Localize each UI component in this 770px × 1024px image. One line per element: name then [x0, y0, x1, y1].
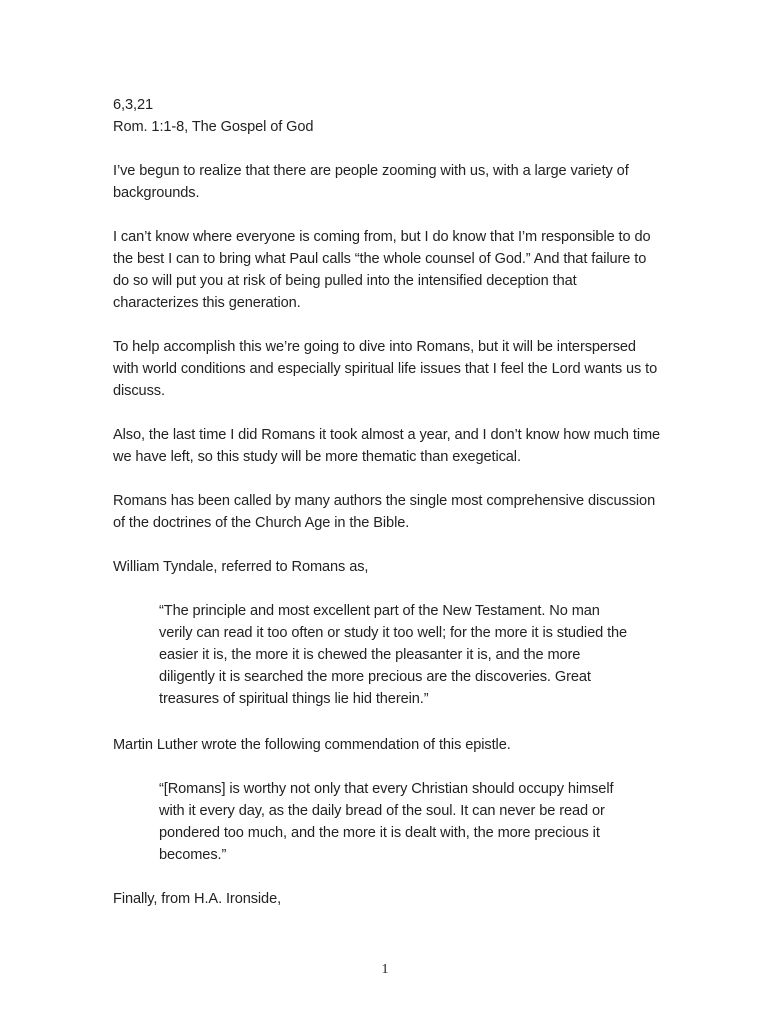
tyndale-quote: “The principle and most excellent part of the New Testament. No man verily can read it too often or study it too well; for the more it is studied the easier it is, the more it is chewed the pleasanter it is, and the more diligently it is searched the more precious are the discoveries. Great treasures of spiritual things lie hid therein.” — [159, 603, 628, 707]
sermon-heading: Rom. 1:1-8, The Gospel of God — [113, 119, 314, 135]
paragraph: Martin Luther wrote the following commendation of this epistle. — [113, 737, 511, 753]
paragraph: To help accomplish this we’re going to dive into Romans, but it will be interspersed with world conditions and especially spiritual life issues that I feel the Lord wants us to discuss. — [113, 339, 658, 399]
paragraph: William Tyndale, referred to Romans as, — [113, 559, 369, 575]
paragraph: I can’t know where everyone is coming from, but I do know that I’m responsible to do the best I can to bring what Paul calls “the whole counsel of God.” And that failure to do so will put you at risk of being pulled into the intensified deception that characterizes this generation. — [113, 229, 651, 311]
page-number: 1 — [381, 962, 389, 977]
paragraph: Also, the last time I did Romans it took almost a year, and I don’t know how much time we have left, so this study will be more thematic than exegetical. — [113, 427, 661, 465]
paragraph: Romans has been called by many authors the single most comprehensive discussion of the doctrines of the Church Age in the Bible. — [113, 493, 656, 531]
paragraph: Finally, from H.A. Ironside, — [113, 891, 282, 907]
paragraph: I’ve begun to realize that there are people zooming with us, with a large variety of backgrounds. — [113, 163, 629, 201]
date-line: 6,3,21 — [113, 97, 153, 113]
luther-quote: “[Romans] is worthy not only that every Christian should occupy himself with it every day, as the daily bread of the soul. It can never be read or pondered too much, and the more it is dealt with, the more precious it becomes.” — [159, 781, 614, 863]
